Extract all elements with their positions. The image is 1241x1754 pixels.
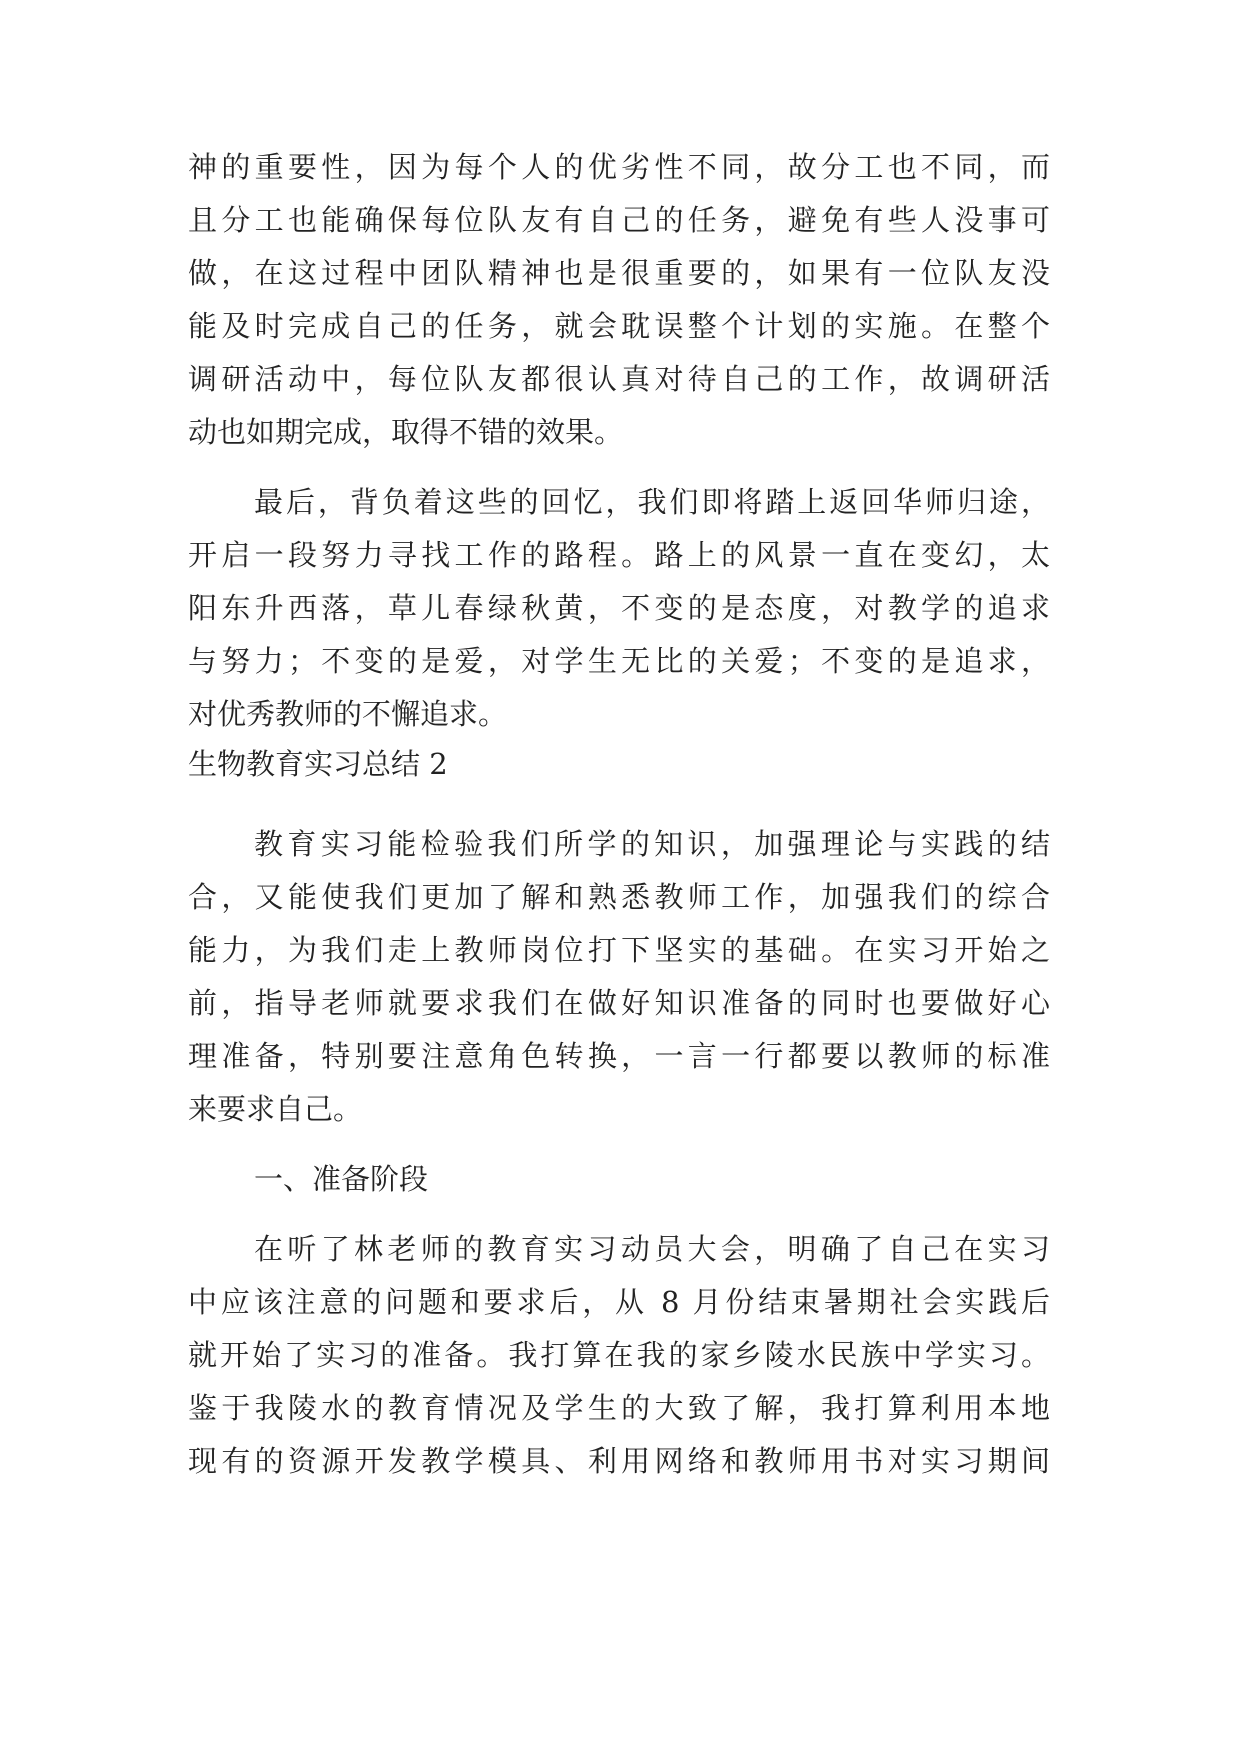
- text-line: 就开始了实习的准备。我打算在我的家乡陵水民族中学实习。: [188, 1338, 1050, 1372]
- text-line: 能力，为我们走上教师岗位打下坚实的基础。在实习开始之: [188, 933, 1050, 967]
- text-line: 调研活动中，每位队友都很认真对待自己的工作，故调研活: [188, 362, 1050, 396]
- section-title: 生物教育实习总结 2: [188, 747, 448, 781]
- subheading: 一、准备阶段: [254, 1162, 429, 1196]
- text-line: 能及时完成自己的任务，就会耽误整个计划的实施。在整个: [188, 309, 1050, 343]
- text-line: 做，在这过程中团队精神也是很重要的，如果有一位队友没: [188, 256, 1050, 290]
- text-line: 来要求自己。: [188, 1092, 363, 1126]
- text-line: 中应该注意的问题和要求后，从 8 月份结束暑期社会实践后: [188, 1285, 1050, 1319]
- text-line: 阳东升西落，草儿春绿秋黄，不变的是态度，对教学的追求: [188, 591, 1050, 625]
- text-line: 鉴于我陵水的教育情况及学生的大致了解，我打算利用本地: [188, 1391, 1050, 1425]
- text-line: 教育实习能检验我们所学的知识，加强理论与实践的结: [254, 827, 1050, 861]
- text-line: 神的重要性，因为每个人的优劣性不同，故分工也不同，而: [188, 150, 1050, 184]
- text-line: 合，又能使我们更加了解和熟悉教师工作，加强我们的综合: [188, 880, 1050, 914]
- text-line: 与努力；不变的是爱，对学生无比的关爱；不变的是追求，: [188, 644, 1050, 678]
- text-line: 在听了林老师的教育实习动员大会，明确了自己在实习: [254, 1232, 1050, 1266]
- text-line: 开启一段努力寻找工作的路程。路上的风景一直在变幻，太: [188, 538, 1050, 572]
- text-line: 动也如期完成，取得不错的效果。: [188, 415, 624, 449]
- text-line: 且分工也能确保每位队友有自己的任务，避免有些人没事可: [188, 203, 1050, 237]
- text-line: 现有的资源开发教学模具、利用网络和教师用书对实习期间: [188, 1444, 1050, 1478]
- text-line: 理准备，特别要注意角色转换，一言一行都要以教师的标准: [188, 1039, 1050, 1073]
- text-line: 最后，背负着这些的回忆，我们即将踏上返回华师归途，: [254, 485, 1050, 519]
- text-line: 对优秀教师的不懈追求。: [188, 697, 508, 731]
- text-line: 前，指导老师就要求我们在做好知识准备的同时也要做好心: [188, 986, 1050, 1020]
